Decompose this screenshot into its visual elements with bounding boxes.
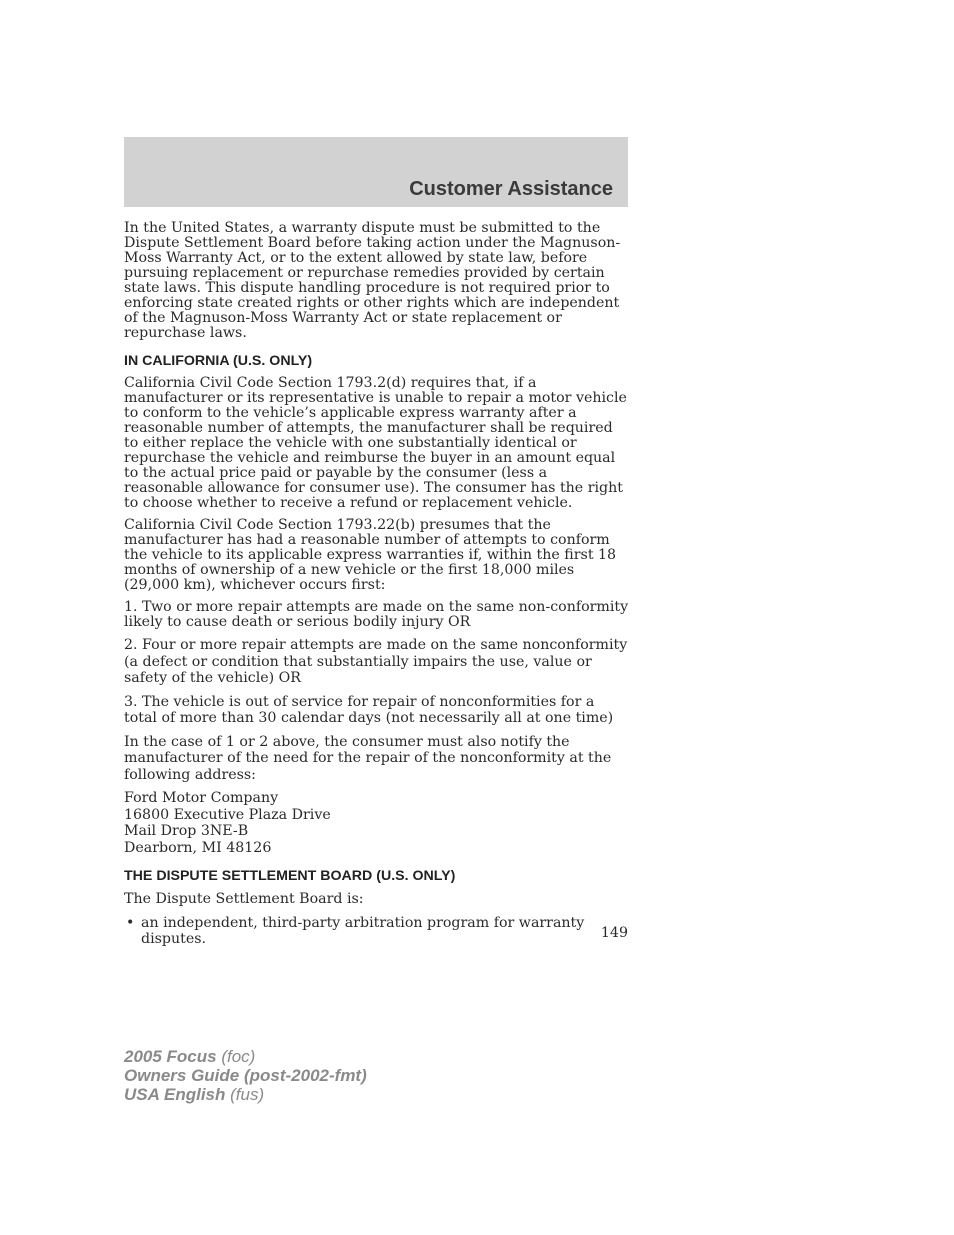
document-footer [124,1047,367,1104]
california-paragraph-2: California Civil Code Section 1793.22(b) presumes that the manufacturer has had a reasonable number of attempts to conform the vehicle to its applicable express warranties if, within the first 18 months of ownership of a new vehicle or the first 18,000 miles (29,000 km), whichever occurs first: [124,517,617,593]
bullet-text: an independent, third-party arbitration program for warranty disputes. [141,914,585,947]
california-paragraph-1: California Civil Code Section 1793.2(d) requires that, if a manufacturer or its representative is unable to repair a motor vehicle to conform to the vehicle’s applicable express warranty after a reasonable number of attempts, the manufacturer shall be required to either replace the vehicle with one substantially identical or repurchase the vehicle and reimburse the buyer in an amount equal to the actual price paid or payable by the consumer (less a reasonable allowance for consumer use). The consumer has the right to choose whether to receive a refund or replacement vehicle. [124,375,627,511]
california-heading: IN CALIFORNIA (U.S. ONLY) [124,353,313,369]
footer-line-language: USA English (fus) [124,1085,265,1104]
notify-paragraph: In the case of 1 or 2 above, the consumer must also notify the manufacturer of the need for the repair of the nonconformity at the following address: [124,733,612,783]
footer-line-model: 2005 Focus (foc) [124,1047,256,1066]
mailing-address [124,790,630,856]
section-title: Customer Assistance [409,178,613,200]
dispute-board-intro: The Dispute Settlement Board is: [124,891,364,907]
address-line: Ford Motor Company [124,790,279,806]
list-item: 3. The vehicle is out of service for repair of nonconformities for a total of more than 30 calendar days (not necessarily all at one time) [124,693,614,726]
page-content [124,221,630,955]
intro-paragraph: In the United States, a warranty dispute must be submitted to the Dispute Settlement Board before taking action under the Magnuson-Moss Warranty Act, or to the extent allowed by state law, before pursuing replacement or repurchase remedies provided by certain state laws. This dispute handling procedure is not required prior to enforcing state created rights or other rights which are independent of the Magnuson-Moss Warranty Act or state replacement or repurchase laws. [124,220,621,341]
bullet-item [124,915,630,948]
address-line: 16800 Executive Plaza Drive [124,806,331,823]
list-item: 1. Two or more repair attempts are made on the same non-conformity likely to cause death or serious bodily injury OR [124,599,629,630]
page-number: 149 [600,925,628,941]
footer-line-guide: Owners Guide (post-2002-fmt) [124,1066,367,1085]
section-header-band [124,137,628,207]
dispute-board-heading: THE DISPUTE SETTLEMENT BOARD (U.S. ONLY) [124,868,456,884]
list-item: 2. Four or more repair attempts are made on the same nonconformity (a defect or condition that substantially impairs the use, value or safety of the vehicle) OR [124,637,628,686]
address-line: Dearborn, MI 48126 [124,839,272,856]
address-line: Mail Drop 3NE-B [124,823,249,839]
bullet-icon: • [126,914,135,931]
